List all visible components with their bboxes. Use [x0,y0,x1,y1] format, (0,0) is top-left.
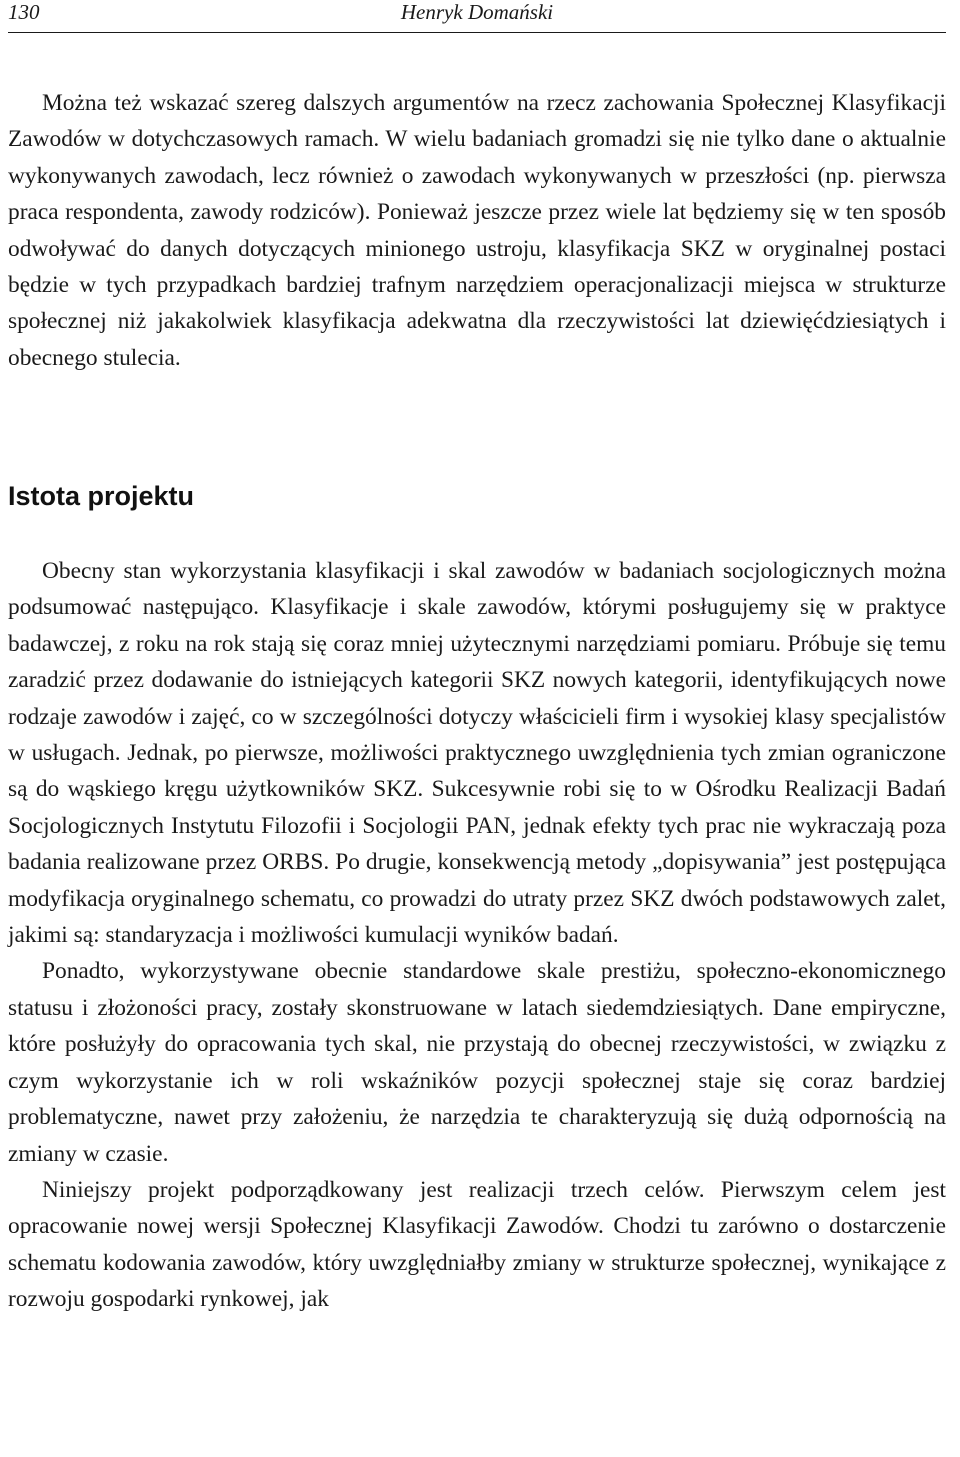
running-header [8,0,946,33]
intro-text [8,85,946,376]
section-paragraph: Niniejszy projekt podporządkowany jest realizacji trzech celów. Pierwszym celem jest opracowanie nowej wersji Społecznej Klasyfikacji Zawodów. Chodzi tu zarówno o dostarczenie schematu kodowania zawodów, który uwzględniałby zmiany w strukturze społecznej, wynikające z rozwoju gospodarki rynkowej, jak [8,1176,946,1313]
section-paragraph: Ponadto, wykorzystywane obecnie standardowe skale prestiżu, społeczno-ekonomicznego statusu i złożoności pracy, zostały skonstruowane w latach siedemdziesiątych. Dane empiryczne, które posłużyły do opracowania tych skal, nie przystają do obecnej rzeczywistości, w związku z czym wykorzystanie ich w roli wskaźników pozycji społecznej staje się coraz bardziej problematyczne, nawet przy założeniu, że narzędzia te charakteryzują się dużą odpornością na zmiany w czasie. [8,958,946,1167]
intro-paragraph: Można też wskazać szereg dalszych argumentów na rzecz zachowania Społecznej Klasyfikacji Zawodów w dotychczasowych ramach. W wielu badaniach gromadzi się nie tylko dane o aktualnie wykonywanych zawodach, lecz również o zawodach wykonywanych w przeszłości (np. pierwsza praca respondenta, zawody rodziców). Ponieważ jeszcze przez wiele lat będziemy się w ten sposób odwoływać do danych dotyczących minionego ustroju, klasyfikacja SKZ w oryginalnej postaci będzie w tych przypadkach bardziej trafnym narzędziem operacjonalizacji miejsca w strukturze społecznej niż jakakolwiek klasyfikacja adekwatna dla rzeczywistości lat dziewięćdziesiątych i obecnego stulecia. [8,90,946,371]
page-number: 130 [8,0,40,24]
section-paragraph: Obecny stan wykorzystania klasyfikacji i skal zawodów w badaniach socjologicznych można podsumować następująco. Klasyfikacje i skale zawodów, którymi posługujemy się w praktyce badawczej, z roku na rok stają się coraz mniej użytecznymi narzędziami pomiaru. Próbuje się temu zaradzić przez dodawanie do istniejących kategorii SKZ nowych kategorii, identyfikujących nowe rodzaje zawodów i zajęć, co w szczególności dotyczy właścicieli firm i wysokiej klasy specjalistów w usługach. Jednak, po pierwsze, możliwości praktycznego uwzględnienia tych zmian ograniczone są do wąskiego kręgu użytkowników SKZ. Sukcesywnie robi się to w Ośrodku Realizacji Badań Socjologicznych Instytutu Filozofii i Socjologii PAN, jednak efekty tych prac nie wykraczają poza badania realizowane przez ORBS. Po drugie, konsekwencją metody „dopisywania” jest postępująca modyfikacja oryginalnego schematu, co prowadzi do utraty przez SKZ dwóch podstawowych zalet, jakimi są: standaryzacja i możliwości kumulacji wyników badań. [8,558,946,949]
running-header-author: Henryk Domański [400,0,554,24]
section-heading: Istota projektu [8,481,195,511]
section-body [8,553,946,1318]
book-page [8,0,946,1457]
